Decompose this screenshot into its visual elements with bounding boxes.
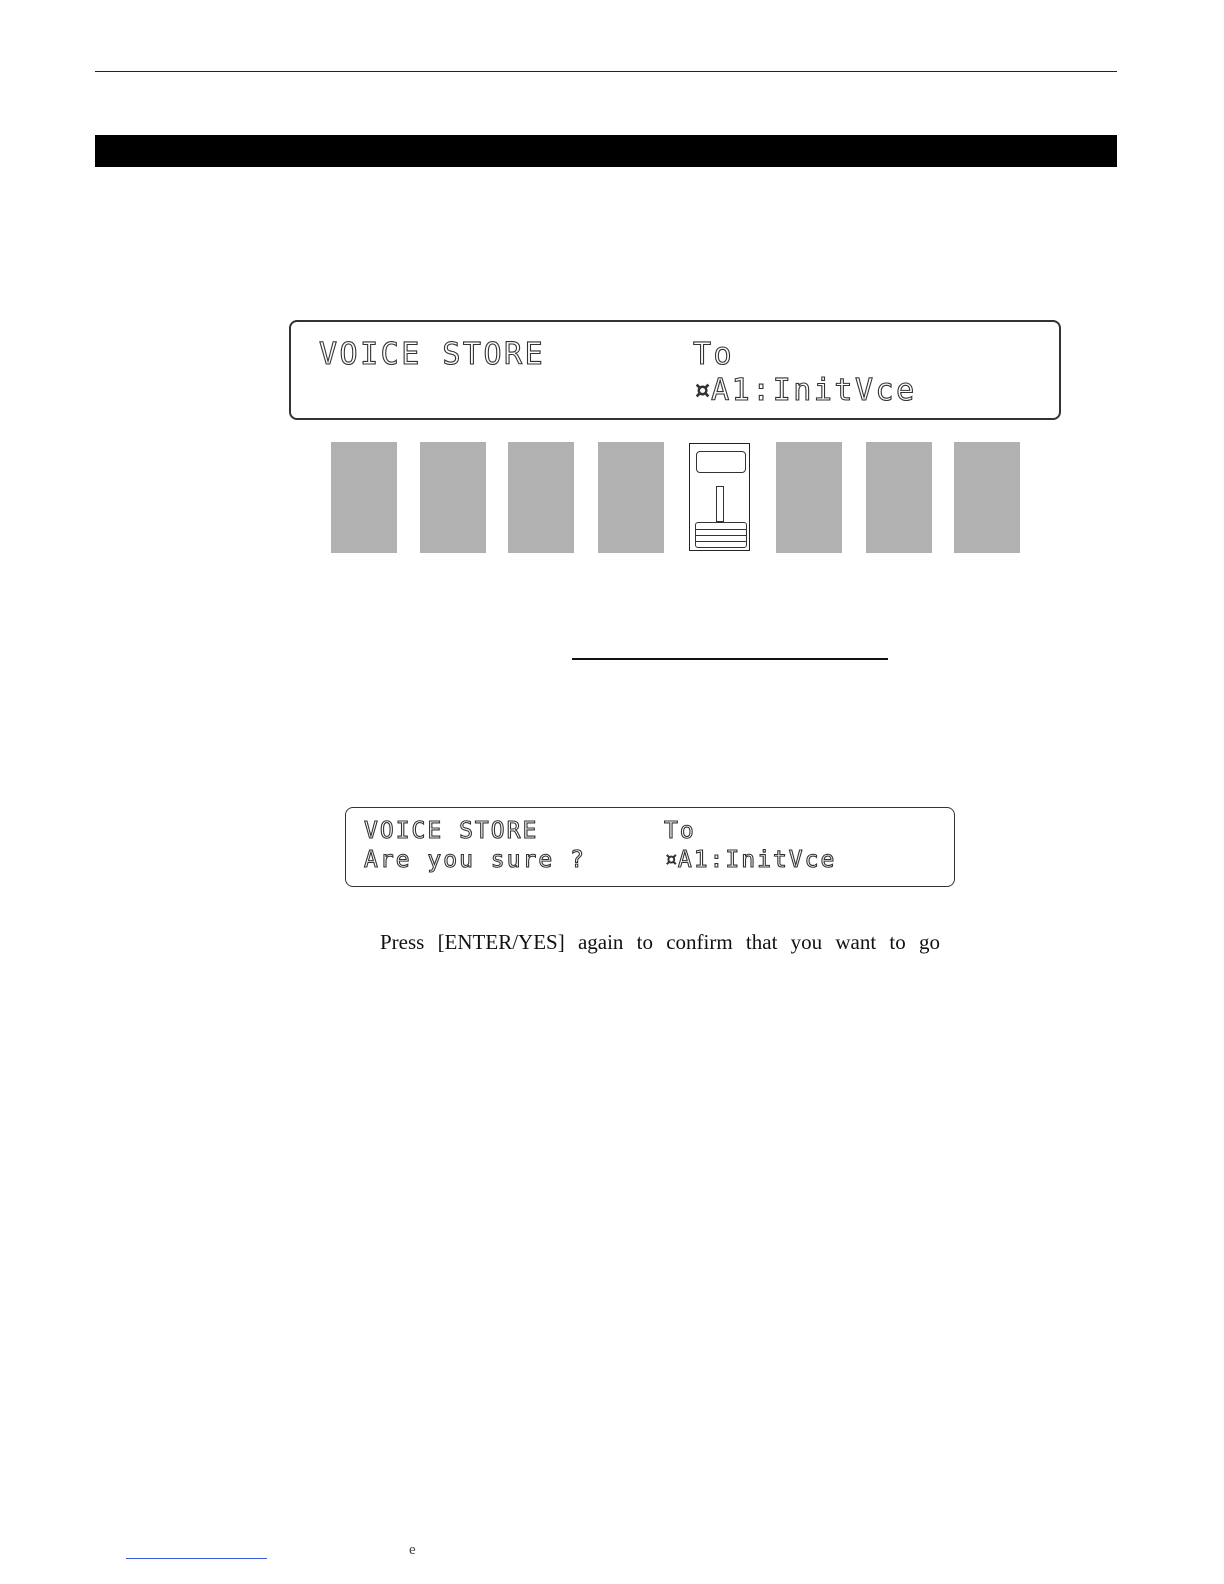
lcd-line2-right: [693, 373, 917, 408]
underline-rule: [572, 658, 888, 660]
cursor-icon: ¤: [693, 373, 712, 408]
knob-3[interactable]: [508, 442, 574, 553]
knob-8[interactable]: [954, 442, 1020, 553]
section-title-bar: [95, 135, 1117, 167]
confirm-line1-left: VOICE STORE: [364, 818, 539, 844]
lcd-display-main: [289, 320, 1061, 420]
confirm-line2-value: A1:InitVce: [677, 847, 837, 873]
footer-char: e: [409, 1542, 416, 1558]
slider-cap-icon[interactable]: [695, 522, 747, 548]
lcd-line1-left: VOICE STORE: [319, 337, 546, 372]
knob-5-active[interactable]: [689, 443, 750, 551]
confirm-line2-left: Are you sure ?: [364, 847, 586, 873]
body-paragraph: Press [ENTER/YES] again to confirm that you want to go: [380, 930, 940, 954]
knob-2[interactable]: [420, 442, 486, 553]
knob-4[interactable]: [598, 442, 664, 553]
lcd-display-confirm: [345, 807, 955, 887]
confirm-line2-right: [664, 849, 836, 872]
knob-6[interactable]: [776, 442, 842, 553]
lcd-line2-value: A1:InitVce: [711, 373, 917, 408]
footer-link-underline[interactable]: [126, 1558, 267, 1559]
knob-1[interactable]: [331, 442, 397, 553]
header-rule: [95, 71, 1117, 72]
cursor-icon: ¤: [664, 847, 678, 873]
lcd-line1-right: To: [693, 337, 735, 372]
knob-7[interactable]: [866, 442, 932, 553]
confirm-line1-right: To: [664, 818, 696, 844]
knob-display: [696, 451, 746, 473]
slider-slot: [716, 486, 724, 522]
